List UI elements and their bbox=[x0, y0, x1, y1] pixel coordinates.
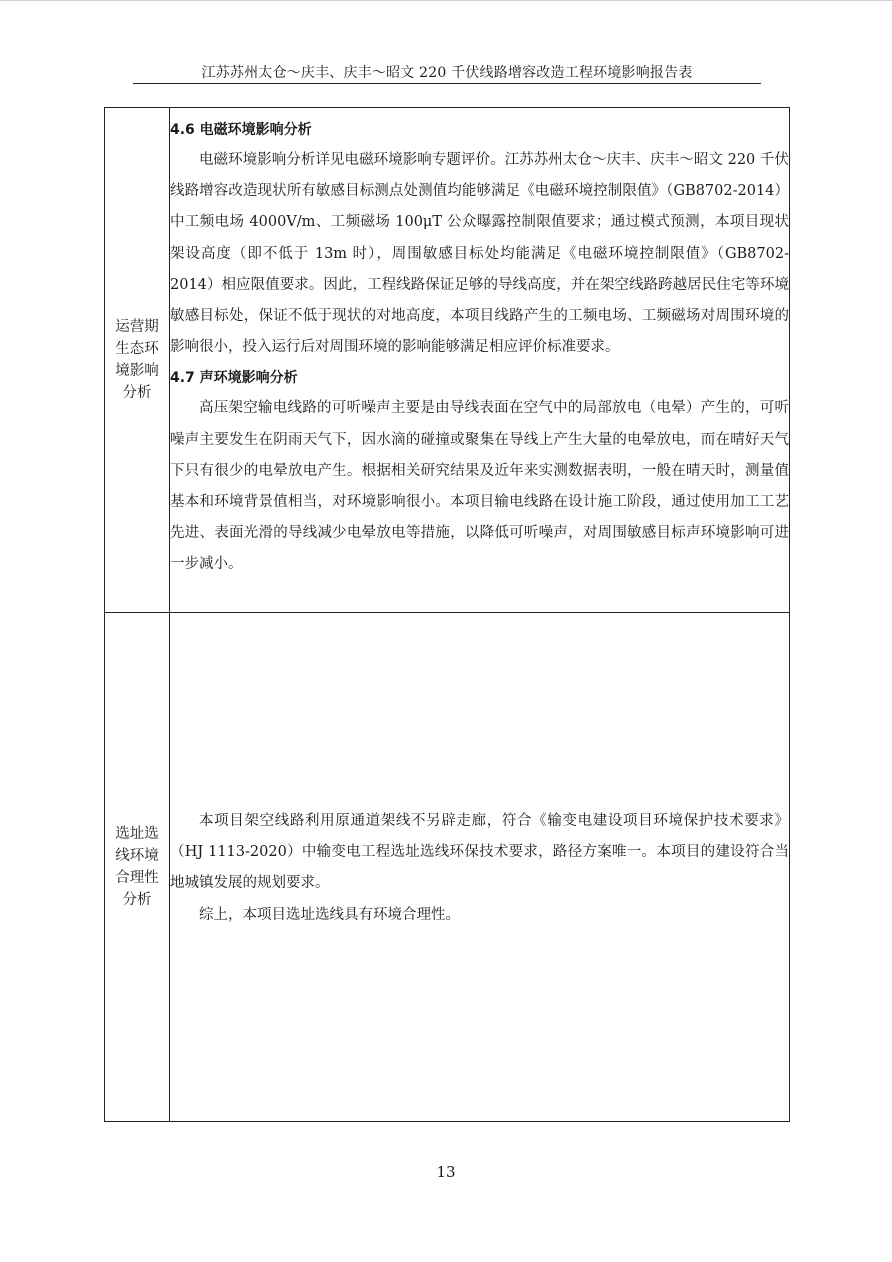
section-title-electromagnetic: 4.6 电磁环境影响分析 bbox=[170, 122, 312, 138]
row-content-cell bbox=[170, 108, 790, 613]
row-content-cell bbox=[170, 613, 790, 1122]
row-label-cell bbox=[105, 108, 170, 613]
paragraph-electromagnetic: 电磁环境影响分析详见电磁环境影响专题评价。江苏苏州太仓～庆丰、庆丰～昭文 220 千伏线路增容改造现状所有敏感目标测点处测值均能够满足《电磁环境控制限值》（GB8702-2014）中工频电场 4000V/m、工频磁场 100μT 公众曝露控制限值要求；通过模式预测，本项目现状架设高度（即不低于 13m 时），周围敏感目标处均能满足《电磁环境控制限值》（GB8702-2014）相应限值要求。因此，工程线路保证足够的导线高度，并在架空线路跨越居民住宅等环境敏感目标处，保证不低于现状的对地高度，本项目线路产生的工频电场、工频磁场对周围环境的影响很小，投入运行后对周围环境的影响能够满足相应评价标准要求。 bbox=[170, 152, 789, 356]
operation-row-label: 运营期 生态环 境影响 分析 bbox=[115, 319, 159, 401]
row-label-cell bbox=[105, 613, 170, 1122]
paragraph-site-compliance: 本项目架空线路利用原通道架线不另辟走廊，符合《输变电建设项目环境保护技术要求》（HJ 1113-2020）中输变电工程选址选线环保技术要求，路径方案唯一。本项目的建设符合当地城镇发展的规划要求。 bbox=[170, 813, 789, 892]
section-title-acoustic: 4.7 声环境影响分析 bbox=[170, 370, 298, 387]
page-top-border bbox=[0, 0, 892, 1]
paragraph-acoustic: 高压架空输电线路的可听噪声主要是由导线表面在空气中的局部放电（电晕）产生的，可听噪声主要发生在阴雨天气下，因水滴的碰撞或聚集在导线上产生大量的电晕放电，而在晴好天气下只有很少的电晕放电产生。根据相关研究结果及近年来实测数据表明，一般在晴天时，测量值基本和环境背景值相当，对环境影响很小。本项目输电线路在设计施工阶段，通过使用加工工艺先进、表面光滑的导线减少电晕放电等措施，以降低可听噪声，对周围敏感目标声环境影响可进一步减小。 bbox=[170, 400, 789, 573]
table-row-site-selection bbox=[105, 613, 790, 1122]
site-row-label: 选址选 线环境 合理性 分析 bbox=[115, 826, 159, 908]
paragraph-site-conclusion: 综上，本项目选址选线具有环境合理性。 bbox=[199, 906, 460, 923]
document-header-title: 江苏苏州太仓～庆丰、庆丰～昭文 220 千伏线路增容改造工程环境影响报告表 bbox=[201, 65, 693, 81]
header-divider bbox=[133, 83, 761, 84]
table-row-operation bbox=[105, 108, 790, 613]
report-table bbox=[104, 107, 790, 1122]
page-number: 13 bbox=[436, 1163, 456, 1181]
